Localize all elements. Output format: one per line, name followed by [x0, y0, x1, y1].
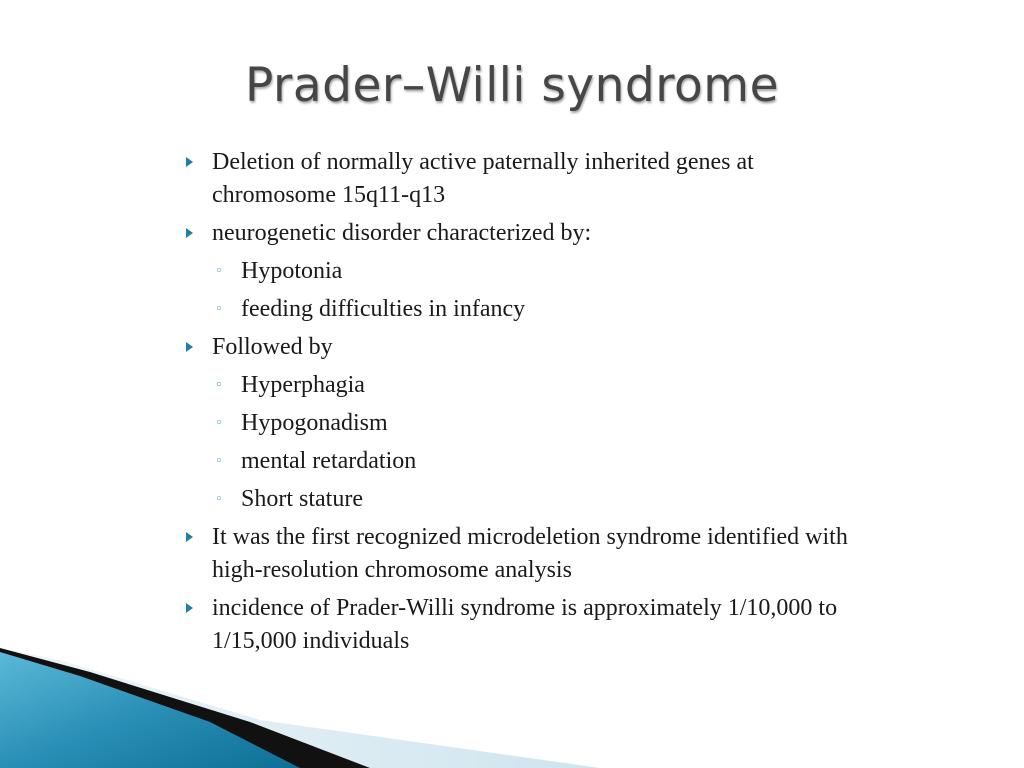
bullet-text-line: high-resolution chromosome analysis [212, 557, 572, 583]
sub-bullet-text: Hyperphagia [241, 372, 365, 398]
bullet-text-line: It was the first recognized microdeletion syndrome identified with [212, 524, 848, 550]
sub-bullet-text: mental retardation [241, 448, 417, 474]
bullet-text-line: Deletion of normally active paternally inherited genes at [212, 149, 754, 175]
bullet-text: neurogenetic disorder characterized by: [212, 220, 592, 246]
ring-bullet-icon: ◦ [215, 492, 223, 507]
bullet-text: Followed by [212, 334, 333, 360]
ring-bullet-icon: ◦ [215, 264, 223, 279]
ring-bullet-icon: ◦ [215, 416, 223, 431]
bullet-text-line: 1/15,000 individuals [212, 628, 410, 654]
ring-bullet-icon: ◦ [215, 454, 223, 469]
ring-bullet-icon: ◦ [215, 378, 223, 393]
blue-wave-shape [0, 652, 300, 768]
slide-title: Prader–Willi syndrome [245, 58, 779, 113]
bullet-text-line: incidence of Prader-Willi syndrome is approximately 1/10,000 to [212, 595, 838, 621]
sub-bullet-text: Hypotonia [241, 258, 343, 284]
sub-bullet-text: Hypogonadism [241, 410, 388, 436]
bullet-text-line: chromosome 15q11-q13 [212, 182, 446, 208]
ring-bullet-icon: ◦ [215, 302, 223, 317]
sub-bullet-text: Short stature [241, 486, 363, 512]
sub-bullet-text: feeding difficulties in infancy [241, 296, 526, 322]
